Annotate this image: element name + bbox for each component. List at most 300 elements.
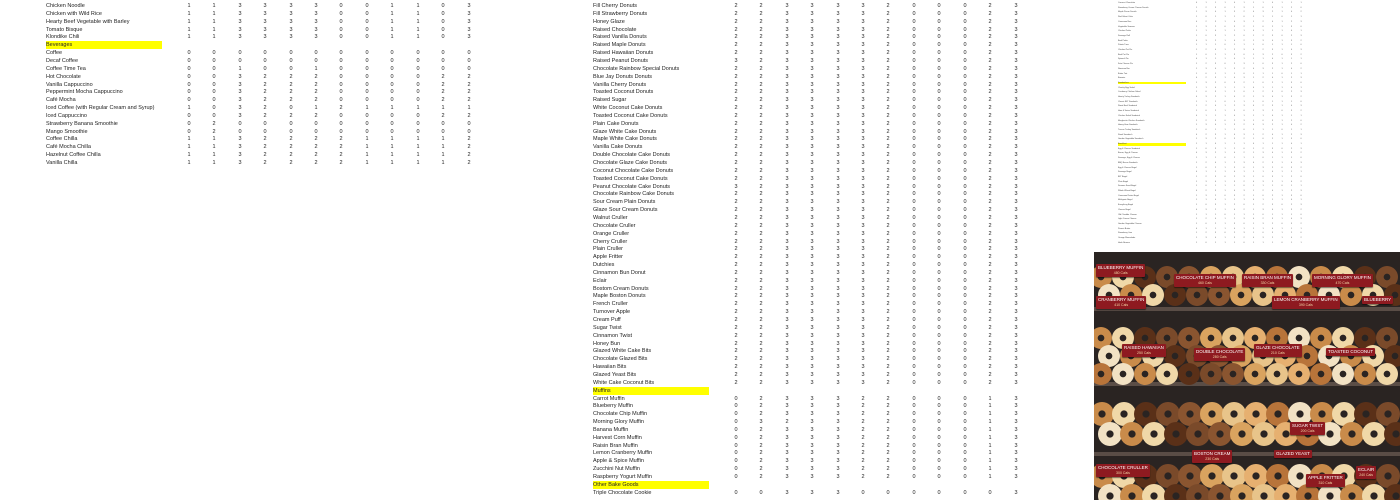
thumbnail-value: 1 xyxy=(1253,138,1255,141)
value-cell: 0 xyxy=(937,136,941,143)
table-row[interactable] xyxy=(46,96,526,104)
table-row[interactable] xyxy=(593,135,1073,143)
value-cell: 3 xyxy=(810,238,814,245)
table-row[interactable] xyxy=(593,175,1073,183)
value-cell: 3 xyxy=(810,73,814,80)
category-header-row[interactable] xyxy=(46,41,162,49)
table-row[interactable] xyxy=(593,379,1073,387)
value-cell: 0 xyxy=(912,332,916,339)
table-row[interactable] xyxy=(593,151,1073,159)
table-row[interactable] xyxy=(593,261,1073,269)
table-row[interactable] xyxy=(593,120,1073,128)
thumbnail-value: 3 xyxy=(1205,208,1207,211)
table-row[interactable] xyxy=(593,316,1073,324)
value-cell: 2 xyxy=(759,112,763,119)
thumbnail-value: 1 xyxy=(1224,30,1226,33)
thumbnail-value: 1 xyxy=(1253,20,1255,23)
thumbnail-value: 1 xyxy=(1234,44,1236,47)
table-row[interactable] xyxy=(593,410,1073,418)
table-row[interactable] xyxy=(593,128,1073,136)
value-cell: 3 xyxy=(785,426,789,433)
table-row[interactable] xyxy=(593,190,1073,198)
value-cell: 3 xyxy=(861,160,865,166)
item-name-cell: Chocolate Rainbow Cake Donuts xyxy=(593,191,675,198)
table-row[interactable] xyxy=(593,308,1073,316)
item-name-cell: Vanilla Cappuccino xyxy=(46,81,93,88)
table-row[interactable] xyxy=(593,347,1073,355)
value-cell: 3 xyxy=(785,10,789,17)
value-cell: 3 xyxy=(238,112,242,119)
table-row[interactable] xyxy=(593,245,1073,253)
value-cell: 3 xyxy=(836,105,840,112)
value-cell: 2 xyxy=(441,97,445,104)
value-cell: 3 xyxy=(836,144,840,151)
value-cell: 0 xyxy=(937,97,941,104)
thumbnail-value: 1 xyxy=(1253,63,1255,66)
value-cell: 3 xyxy=(861,18,865,25)
value-cell: 3 xyxy=(861,167,865,174)
value-cell: 3 xyxy=(861,332,865,339)
value-cell: 2 xyxy=(314,112,318,119)
value-cell: 1 xyxy=(212,3,216,9)
thumbnail-value: 1 xyxy=(1281,25,1283,28)
table-row[interactable] xyxy=(46,151,526,159)
value-cell: 0 xyxy=(314,50,318,57)
value-cell: 2 xyxy=(759,183,763,190)
thumbnail-row: Multigrain Bagel xyxy=(1118,199,1133,202)
table-row[interactable] xyxy=(593,65,1073,73)
value-cell: 3 xyxy=(263,26,267,33)
value-cell: 3 xyxy=(810,34,814,41)
price-tag-label: RAISIN BRAN MUFFIN xyxy=(1244,275,1292,280)
thumbnail-row: Potato Tuna xyxy=(1118,44,1129,47)
value-cell: 2 xyxy=(734,152,738,159)
value-cell: 0 xyxy=(365,128,369,135)
thumbnail-value: 0 xyxy=(1205,16,1207,19)
thumbnail-value: 0 xyxy=(1300,63,1302,66)
table-row[interactable] xyxy=(593,426,1073,434)
table-row[interactable] xyxy=(593,88,1073,96)
thumbnail-value: 0 xyxy=(1224,44,1226,47)
thumbnail-value: 3 xyxy=(1205,138,1207,141)
thumbnail-value: 1 xyxy=(1281,152,1283,155)
table-row[interactable] xyxy=(46,120,526,128)
value-cell: 3 xyxy=(785,246,789,253)
value-cell: 3 xyxy=(1014,97,1018,104)
value-cell: 3 xyxy=(1014,426,1018,433)
value-cell: 0 xyxy=(963,309,967,316)
item-name-cell: Muffins xyxy=(593,387,611,394)
table-row[interactable] xyxy=(593,73,1073,81)
thumbnail-value: 1 xyxy=(1272,30,1274,33)
price-tag xyxy=(1174,274,1236,287)
table-row[interactable] xyxy=(593,355,1073,363)
value-cell: 0 xyxy=(212,105,216,112)
thumbnail-row: Coconut Chocolate xyxy=(1118,2,1136,4)
value-cell: 1 xyxy=(187,160,191,166)
table-row[interactable] xyxy=(593,371,1073,379)
thumbnail-value: 3 xyxy=(1215,190,1217,192)
value-cell: 0 xyxy=(937,474,941,480)
table-row[interactable] xyxy=(46,112,526,120)
value-cell: 0 xyxy=(912,262,916,269)
table-row[interactable] xyxy=(46,104,526,112)
value-cell: 0 xyxy=(339,97,343,104)
category-header-row[interactable] xyxy=(593,481,709,489)
table-row[interactable] xyxy=(46,128,526,136)
value-cell: 3 xyxy=(785,379,789,386)
table-row[interactable] xyxy=(46,57,526,65)
table-row[interactable] xyxy=(593,18,1073,26)
value-cell: 0 xyxy=(963,50,967,57)
thumbnail-value: 2 xyxy=(1300,208,1302,211)
table-row[interactable] xyxy=(593,2,1073,10)
value-cell: 2 xyxy=(988,309,992,316)
table-row[interactable] xyxy=(593,183,1073,191)
thumbnail-value: 1 xyxy=(1262,30,1264,33)
table-row[interactable] xyxy=(593,300,1073,308)
value-cell: 3 xyxy=(810,57,814,64)
value-cell: 0 xyxy=(963,379,967,386)
value-cell: 3 xyxy=(836,285,840,292)
thumbnail-value: 2 xyxy=(1300,67,1302,70)
value-cell: 0 xyxy=(734,442,738,449)
value-cell: 3 xyxy=(861,57,865,64)
thumbnail-row: Ham & Swiss Sandwich xyxy=(1118,110,1140,113)
table-row[interactable] xyxy=(593,167,1073,175)
value-cell: 3 xyxy=(785,183,789,190)
value-cell: 3 xyxy=(467,10,471,17)
value-cell: 0 xyxy=(912,395,916,402)
value-cell: 2 xyxy=(289,97,293,104)
table-row[interactable] xyxy=(46,26,526,34)
value-cell: 3 xyxy=(1014,26,1018,33)
thumbnail-value: 1 xyxy=(1262,185,1264,188)
thumbnail-value: 1 xyxy=(1281,218,1283,221)
value-cell: 0 xyxy=(289,65,293,72)
table-row[interactable] xyxy=(593,277,1073,285)
item-name-cell: Toasted Coconut Cake Donuts xyxy=(593,175,668,182)
table-row[interactable] xyxy=(593,198,1073,206)
thumbnail-value: 3 xyxy=(1291,222,1293,225)
thumbnail-value: 3 xyxy=(1272,232,1274,235)
thumbnail-value: 3 xyxy=(1234,138,1236,141)
value-cell: 3 xyxy=(836,348,840,355)
thumbnail-value: 1 xyxy=(1272,241,1274,244)
table-row[interactable] xyxy=(593,49,1073,57)
table-row[interactable] xyxy=(593,159,1073,167)
value-cell: 1 xyxy=(416,26,420,33)
table-row[interactable] xyxy=(593,324,1073,332)
thumbnail-value: 1 xyxy=(1300,58,1302,61)
value-cell: 2 xyxy=(785,419,789,426)
table-row[interactable] xyxy=(46,73,526,81)
value-cell: 2 xyxy=(886,50,890,57)
thumbnail-value: 3 xyxy=(1243,20,1245,23)
value-cell: 2 xyxy=(734,238,738,245)
thumbnail-value: 2 xyxy=(1262,204,1264,207)
table-row[interactable] xyxy=(46,159,526,167)
thumbnail-value: 1 xyxy=(1215,16,1217,19)
value-cell: 3 xyxy=(810,81,814,88)
table-row[interactable] xyxy=(593,81,1073,89)
table-row[interactable] xyxy=(46,10,526,18)
item-name-cell: Orange Cruller xyxy=(593,230,630,237)
value-cell: 2 xyxy=(759,26,763,33)
table-row[interactable] xyxy=(593,57,1073,65)
value-cell: 3 xyxy=(785,214,789,221)
value-cell: 3 xyxy=(836,18,840,25)
table-row[interactable] xyxy=(593,112,1073,120)
item-name-cell: Chocolate Glazed Bits xyxy=(593,356,648,363)
thumbnail-value: 0 xyxy=(1196,114,1198,117)
thumbnail-value: 2 xyxy=(1243,138,1245,141)
thumbnail-value: 0 xyxy=(1253,199,1255,202)
item-name-cell: Cream Puff xyxy=(593,317,621,323)
table-row[interactable] xyxy=(593,253,1073,261)
table-row[interactable] xyxy=(593,434,1073,442)
value-cell: 0 xyxy=(963,128,967,135)
value-cell: 0 xyxy=(238,120,242,127)
thumbnail-value: 0 xyxy=(1205,91,1207,94)
value-cell: 3 xyxy=(836,262,840,269)
value-cell: 3 xyxy=(314,34,318,41)
value-cell: 0 xyxy=(937,246,941,253)
table-row[interactable] xyxy=(593,33,1073,41)
value-cell: 0 xyxy=(441,26,445,33)
value-cell: 2 xyxy=(988,269,992,276)
thumbnail-value: 1 xyxy=(1281,237,1283,239)
value-cell: 2 xyxy=(886,364,890,371)
value-cell: 3 xyxy=(1014,332,1018,339)
value-cell: 2 xyxy=(886,160,890,166)
thumbnail-value: 0 xyxy=(1243,204,1245,207)
value-cell: 3 xyxy=(1014,183,1018,190)
thumbnail-row: Garden Vegetable Cheese xyxy=(1118,222,1142,225)
value-cell: 2 xyxy=(467,112,471,119)
thumbnail-row: Sausage Bagel xyxy=(1118,171,1132,174)
table-row[interactable] xyxy=(46,81,526,89)
thumbnail-row: Honey Ham Sandwich xyxy=(1118,124,1138,127)
thumbnail-value: 1 xyxy=(1205,114,1207,117)
thumbnail-value: 0 xyxy=(1262,175,1264,178)
thumbnail-value: 3 xyxy=(1243,105,1245,108)
value-cell: 2 xyxy=(734,269,738,276)
value-cell: 3 xyxy=(810,254,814,261)
table-row[interactable] xyxy=(46,49,526,57)
item-name-cell: Chocolate Cruller xyxy=(593,222,636,229)
value-cell: 2 xyxy=(886,309,890,316)
item-name-cell: Blueberry Muffin xyxy=(593,403,633,410)
table-row[interactable] xyxy=(593,395,1073,403)
value-cell: 3 xyxy=(836,65,840,72)
value-cell: 3 xyxy=(810,285,814,292)
value-cell: 2 xyxy=(734,89,738,96)
thumbnail-value: 0 xyxy=(1262,119,1264,122)
value-cell: 3 xyxy=(1014,152,1018,159)
table-row[interactable] xyxy=(593,143,1073,151)
value-cell: 3 xyxy=(238,26,242,33)
table-row[interactable] xyxy=(593,238,1073,246)
value-cell: 0 xyxy=(937,254,941,261)
thumbnail-value: 3 xyxy=(1205,180,1207,183)
value-cell: 1 xyxy=(988,450,992,457)
thumbnail-value: 0 xyxy=(1205,72,1207,75)
value-cell: 2 xyxy=(734,332,738,339)
thumbnail-row: Vegetable Samosa xyxy=(1118,25,1135,28)
value-cell: 1 xyxy=(988,458,992,465)
value-cell: 3 xyxy=(1014,403,1018,410)
table-row[interactable] xyxy=(593,418,1073,426)
thumbnail-value: 2 xyxy=(1243,194,1245,197)
value-cell: 1 xyxy=(416,18,420,25)
item-name-cell: Lemon Cranberry Muffin xyxy=(593,450,653,457)
value-cell: 0 xyxy=(937,434,941,441)
value-cell: 0 xyxy=(416,120,420,127)
table-row[interactable] xyxy=(593,206,1073,214)
thumbnail-value: 0 xyxy=(1243,34,1245,37)
thumbnail-value: 1 xyxy=(1224,208,1226,211)
value-cell: 1 xyxy=(365,152,369,159)
thumbnail-value: 2 xyxy=(1234,204,1236,207)
value-cell: 2 xyxy=(861,466,865,473)
table-row[interactable] xyxy=(593,41,1073,49)
value-cell: 0 xyxy=(937,214,941,221)
thumbnail-value: 2 xyxy=(1300,11,1302,14)
value-cell: 0 xyxy=(937,81,941,88)
table-row[interactable] xyxy=(46,33,526,41)
thumbnail-value: 1 xyxy=(1253,119,1255,122)
value-cell: 0 xyxy=(937,65,941,72)
table-row[interactable] xyxy=(593,340,1073,348)
table-row[interactable] xyxy=(593,285,1073,293)
thumbnail-value: 0 xyxy=(1215,67,1217,70)
category-header-row[interactable] xyxy=(593,387,709,395)
table-row[interactable] xyxy=(593,457,1073,465)
value-cell: 2 xyxy=(886,442,890,449)
table-row[interactable] xyxy=(593,473,1073,481)
thumbnail-row: Classic BLT Sandwich xyxy=(1118,100,1138,103)
value-cell: 3 xyxy=(836,324,840,331)
table-row[interactable] xyxy=(593,332,1073,340)
table-row[interactable] xyxy=(593,222,1073,230)
value-cell: 0 xyxy=(187,57,191,64)
value-cell: 1 xyxy=(988,434,992,441)
value-cell: 3 xyxy=(785,128,789,135)
value-cell: 0 xyxy=(912,57,916,64)
donut-item xyxy=(1186,422,1210,446)
table-row[interactable] xyxy=(593,269,1073,277)
table-row[interactable] xyxy=(593,96,1073,104)
table-row[interactable] xyxy=(46,135,526,143)
table-row[interactable] xyxy=(593,104,1073,112)
table-row[interactable] xyxy=(46,18,526,26)
thumbnail-value: 1 xyxy=(1196,16,1198,19)
value-cell: 0 xyxy=(187,73,191,80)
value-cell: 3 xyxy=(238,89,242,96)
thumbnail-value: 1 xyxy=(1262,143,1264,145)
value-cell: 2 xyxy=(734,73,738,80)
value-cell: 2 xyxy=(339,136,343,143)
value-cell: 0 xyxy=(912,144,916,151)
thumbnail-value: 1 xyxy=(1272,72,1274,75)
value-cell: 3 xyxy=(785,105,789,112)
value-cell: 2 xyxy=(759,466,763,473)
value-cell: 0 xyxy=(963,34,967,41)
value-cell: 2 xyxy=(759,340,763,347)
table-row[interactable] xyxy=(593,449,1073,457)
value-cell: 0 xyxy=(390,65,394,72)
table-row[interactable] xyxy=(593,442,1073,450)
value-cell: 2 xyxy=(289,89,293,96)
value-cell: 2 xyxy=(759,403,763,410)
thumbnail-value: 1 xyxy=(1224,204,1226,207)
value-cell: 1 xyxy=(187,10,191,17)
thumbnail-value: 1 xyxy=(1291,2,1293,4)
value-cell: 2 xyxy=(886,65,890,72)
value-cell: 2 xyxy=(314,160,318,166)
thumbnail-row: Chunky Egg Salad xyxy=(1118,86,1135,89)
value-cell: 0 xyxy=(937,238,941,245)
donut-item xyxy=(1252,422,1276,446)
donut-item xyxy=(1354,363,1376,385)
value-cell: 0 xyxy=(759,489,763,496)
table-row[interactable] xyxy=(46,2,526,10)
thumbnail-value: 1 xyxy=(1281,30,1283,33)
value-cell: 3 xyxy=(1014,348,1018,355)
value-cell: 0 xyxy=(963,18,967,25)
value-cell: 0 xyxy=(963,403,967,410)
value-cell: 2 xyxy=(467,136,471,143)
value-cell: 3 xyxy=(810,112,814,119)
value-cell: 0 xyxy=(912,128,916,135)
table-row[interactable] xyxy=(593,230,1073,238)
table-row[interactable] xyxy=(46,88,526,96)
table-row[interactable] xyxy=(593,363,1073,371)
thumbnail-value: 1 xyxy=(1262,58,1264,61)
value-cell: 3 xyxy=(810,450,814,457)
value-cell: 0 xyxy=(212,73,216,80)
value-cell: 2 xyxy=(886,10,890,17)
thumbnail-value: 0 xyxy=(1243,128,1245,131)
table-row[interactable] xyxy=(593,292,1073,300)
value-cell: 3 xyxy=(785,262,789,269)
value-cell: 3 xyxy=(1014,466,1018,473)
table-row[interactable] xyxy=(593,402,1073,410)
thumbnail-value: 2 xyxy=(1205,133,1207,136)
value-cell: 2 xyxy=(759,199,763,206)
item-name-cell: Double Chocolate Cake Donuts xyxy=(593,152,671,159)
value-cell: 0 xyxy=(963,293,967,300)
table-row[interactable] xyxy=(593,26,1073,34)
table-row[interactable] xyxy=(593,489,1073,497)
value-cell: 2 xyxy=(886,175,890,182)
thumbnail-value: 3 xyxy=(1205,124,1207,127)
donut-item xyxy=(1200,363,1222,385)
thumbnail-value: 2 xyxy=(1262,20,1264,23)
value-cell: 0 xyxy=(963,214,967,221)
thumbnail-row: Chicken Salad Sandwich xyxy=(1118,114,1141,117)
table-row[interactable] xyxy=(593,214,1073,222)
thumbnail-value: 1 xyxy=(1243,171,1245,174)
table-row[interactable] xyxy=(593,465,1073,473)
thumbnail-value: 2 xyxy=(1300,124,1302,127)
value-cell: 0 xyxy=(963,112,967,119)
value-cell: 0 xyxy=(734,474,738,480)
table-row[interactable] xyxy=(46,143,526,151)
table-row[interactable] xyxy=(46,65,526,73)
table-row[interactable] xyxy=(593,10,1073,18)
